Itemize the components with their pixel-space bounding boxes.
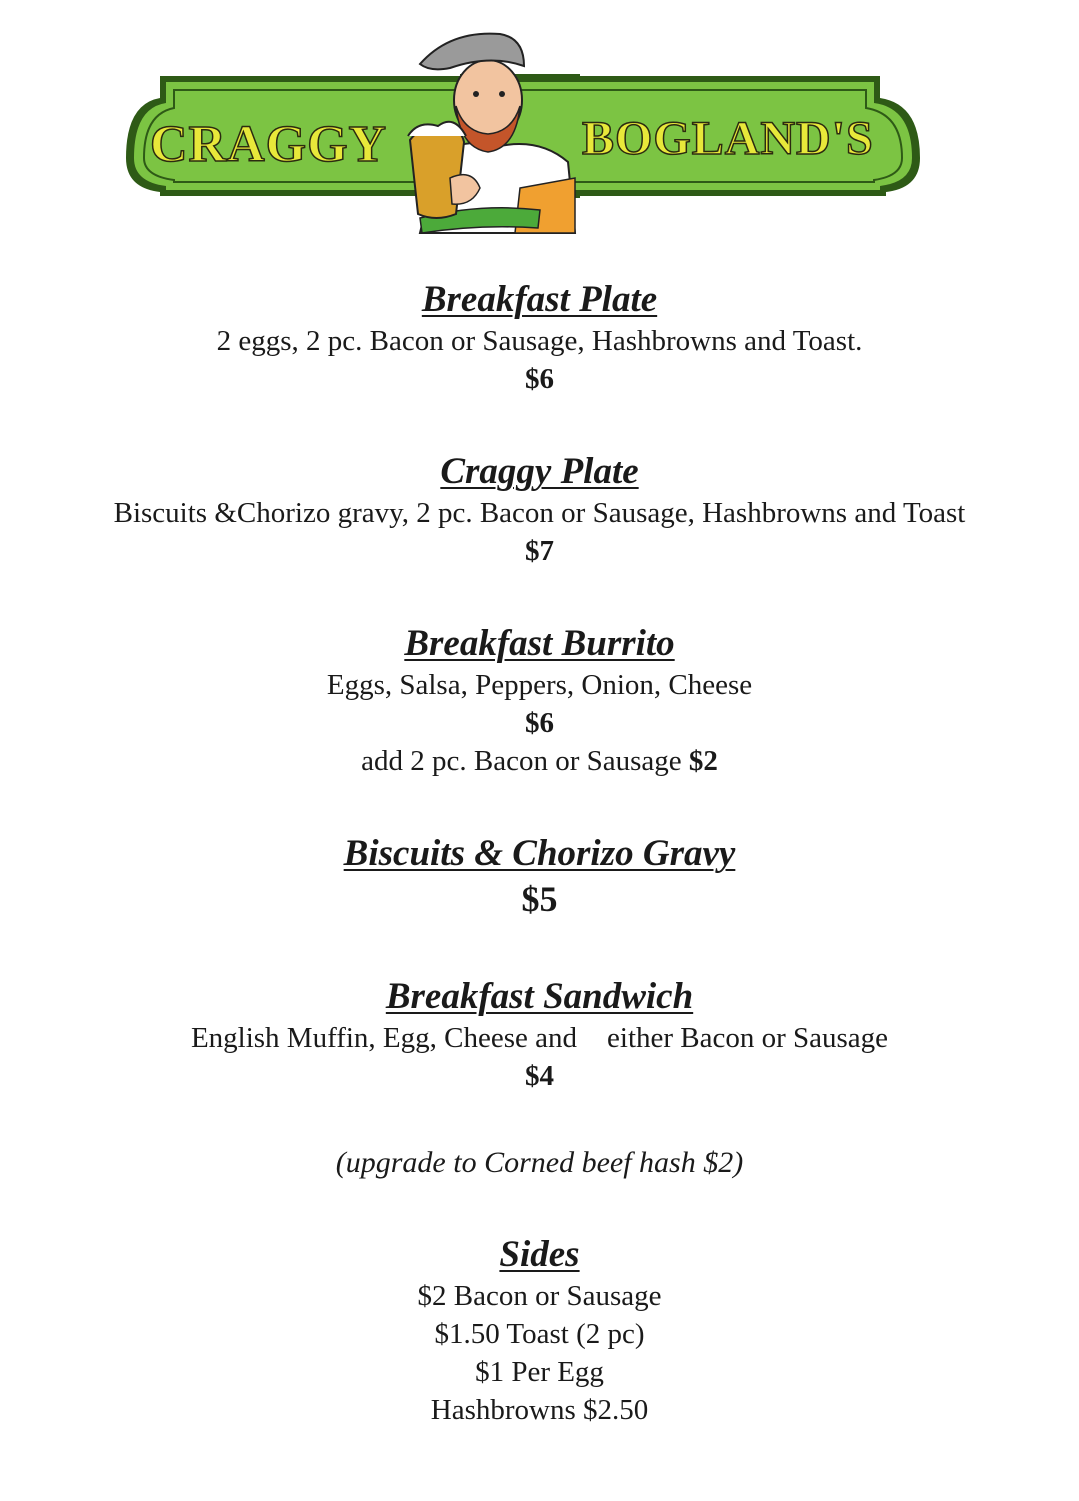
- breakfast-sandwich-section: [0, 975, 1079, 1095]
- breakfast-sandwich-price: $4: [525, 1060, 554, 1092]
- biscuits-gravy-title: Biscuits & Chorizo Gravy: [343, 833, 736, 874]
- breakfast-plate-section: [0, 278, 1079, 398]
- burrito-addon: [0, 742, 1079, 780]
- breakfast-burrito-price: $6: [525, 707, 554, 739]
- craggy-plate-description: Biscuits &Chorizo gravy, 2 pc. Bacon or Sausage, Hashbrowns and Toast: [113, 497, 966, 529]
- logo-right-word: BOGLAND'S: [582, 112, 874, 165]
- craggy-plate-section: [0, 450, 1079, 570]
- burrito-addon-text: add 2 pc. Bacon or Sausage: [361, 745, 689, 777]
- breakfast-burrito-section: [0, 622, 1079, 780]
- breakfast-plate-title: Breakfast Plate: [421, 279, 658, 320]
- biscuits-gravy-section: [0, 832, 1079, 922]
- sides-item: $2 Bacon or Sausage: [417, 1280, 662, 1312]
- logo-left-word: CRAGGY: [150, 116, 388, 173]
- sandwich-description-part1: English Muffin, Egg, Cheese and: [190, 1022, 578, 1054]
- craggy-plate-title: Craggy Plate: [440, 451, 639, 492]
- breakfast-plate-price: $6: [525, 363, 554, 395]
- upgrade-note-section: [0, 1144, 1079, 1182]
- biscuits-gravy-price: $5: [521, 879, 558, 919]
- sides-item: $1 Per Egg: [475, 1356, 604, 1388]
- restaurant-logo: [120, 28, 920, 248]
- breakfast-burrito-title: Breakfast Burrito: [404, 623, 675, 664]
- breakfast-sandwich-title: Breakfast Sandwich: [385, 976, 694, 1017]
- sandwich-description-part2: either Bacon or Sausage: [607, 1022, 889, 1054]
- craggy-plate-price: $7: [525, 535, 554, 567]
- breakfast-sandwich-description: [0, 1019, 1079, 1057]
- upgrade-note: (upgrade to Corned beef hash $2): [335, 1146, 744, 1179]
- breakfast-burrito-description: Eggs, Salsa, Peppers, Onion, Cheese: [326, 669, 753, 701]
- sides-item: $1.50 Toast (2 pc): [434, 1318, 645, 1350]
- sides-item: Hashbrowns $2.50: [430, 1394, 649, 1426]
- breakfast-plate-description: 2 eggs, 2 pc. Bacon or Sausage, Hashbrowns and Toast.: [216, 325, 863, 357]
- burrito-addon-price: $2: [688, 745, 718, 777]
- sides-section: [0, 1233, 1079, 1429]
- sides-title: Sides: [499, 1234, 580, 1275]
